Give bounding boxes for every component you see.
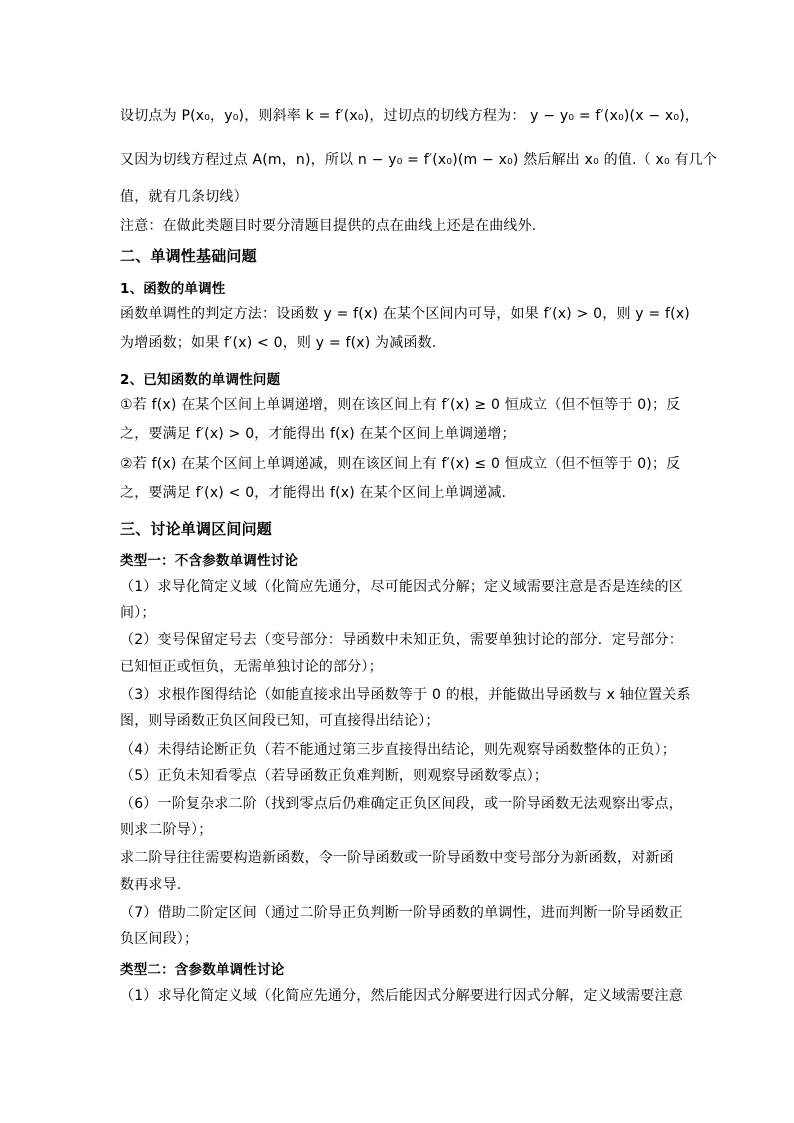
text-line: （6）一阶复杂求二阶（找到零点后仍难确定正负区间段，或一阶导函数无法观察出零点， xyxy=(120,796,683,812)
text-line: （3）求根作图得结论（如能直接求出导函数等于 0 的根，并能做出导函数与 x 轴位置关系 xyxy=(120,687,691,703)
text-line: 值，就有几条切线） xyxy=(120,189,248,205)
type-heading: 类型二：含参数单调性讨论 xyxy=(120,962,285,978)
text-line: ①若 f(x) 在某个区间上单调递增，则在该区间上有 f′(x) ≥ 0 恒成立（但不恒等于 0)；反 xyxy=(120,397,681,413)
text-line: （4）未得结论断正负（若不能通过第三步直接得出结论，则先观察导函数整体的正负）； xyxy=(120,742,676,758)
text-line: ②若 f(x) 在某个区间上单调递减，则在该区间上有 f′(x) ≤ 0 恒成立（但不恒等于 0)；反 xyxy=(120,456,681,472)
subsection-heading: 2、已知函数的单调性问题 xyxy=(120,372,281,388)
subsection-heading: 1、函数的单调性 xyxy=(120,281,226,297)
text-line: 图，则导函数正负区间段已知，可直接得出结论）； xyxy=(120,713,440,729)
text-line: 负区间段）； xyxy=(120,931,199,947)
text-line: （7）借助二阶定区间（通过二阶导正负判断一阶导函数的单调性，进而判断一阶导函数正 xyxy=(120,905,683,921)
section-heading: 三、讨论单调区间问题 xyxy=(120,520,273,538)
text-line: 则求二阶导）； xyxy=(120,822,213,838)
section-heading: 二、单调性基础问题 xyxy=(120,247,257,265)
text-line: （1）求导化简定义域（化简应先通分，然后能因式分解要进行因式分解，定义域需要注意 xyxy=(120,988,683,1004)
text-line: 之，要满足 f′(x) < 0，才能得出 f(x) 在某个区间上单调递减. xyxy=(120,485,507,501)
text-line: 函数单调性的判定方法：设函数 y = f(x) 在某个区间内可导，如果 f′(x) > 0，则 y = f(x) xyxy=(120,306,690,322)
text-line: 注意：在做此类题目时要分清题目提供的点在曲线上还是在曲线外. xyxy=(120,218,537,234)
type-heading: 类型一：不含参数单调性讨论 xyxy=(120,553,299,569)
text-line: 为增函数；如果 f′(x) < 0，则 y = f(x) 为减函数. xyxy=(120,335,437,351)
text-line: 求二阶导往往需要构造新函数，令一阶导函数或一阶导函数中变号部分为新函数，对新函 xyxy=(120,850,674,866)
text-line: 间）； xyxy=(120,605,156,621)
text-line: （5）正负未知看零点（若导函数正负难判断，则观察导函数零点）； xyxy=(120,768,549,784)
text-line: （1）求导化简定义域（化简应先通分，尽可能因式分解；定义域需要注意是否是连续的区 xyxy=(120,579,683,595)
text-line: 之，要满足 f′(x) > 0，才能得出 f(x) 在某个区间上单调递增； xyxy=(120,426,516,442)
text-line: 已知恒正或恒负，无需单独讨论的部分）； xyxy=(120,659,383,675)
text-line: 数再求导. xyxy=(120,877,182,893)
text-line: （2）变号保留定号去（变号部分：导函数中未知正负，需要单独讨论的部分．定号部分： xyxy=(120,632,683,648)
text-line: 又因为切线方程过点 A(m，n)，所以 n − y₀ = f′(x₀)(m − x₀) 然后解出 x₀ 的值.（ x₀ 有几个 xyxy=(120,152,718,168)
text-line: 设切点为 P(x₀，y₀)，则斜率 k = f′(x₀)，过切点的切线方程为： y − y₀ = f′(x₀)(x − x₀)， xyxy=(120,108,700,124)
